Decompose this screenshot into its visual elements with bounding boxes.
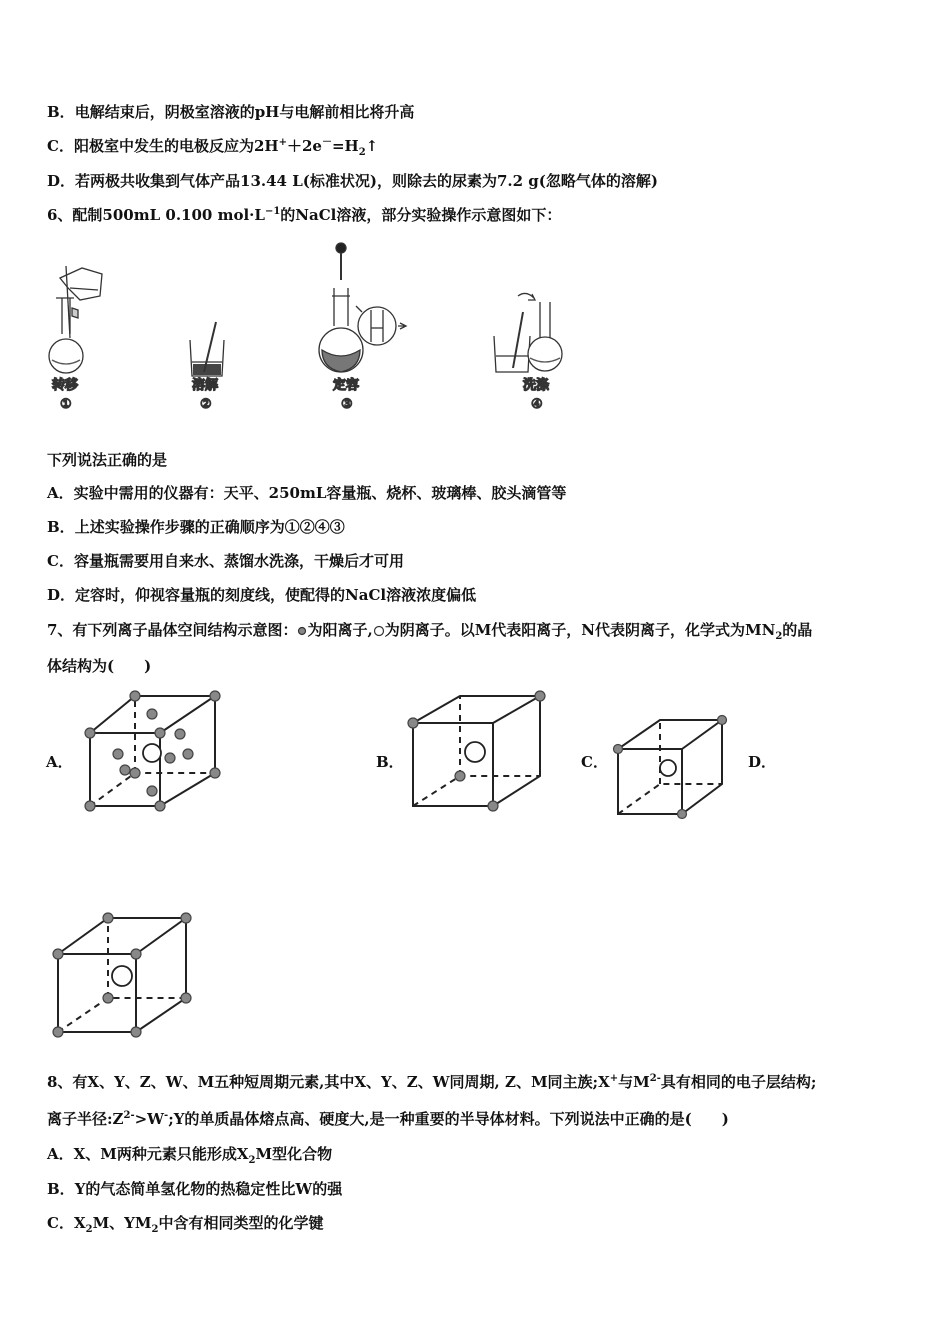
stem-text: 具有相同的电子层结构; (660, 1073, 817, 1091)
option-label: B． (47, 518, 75, 536)
stem-text: 7、有下列离子晶体空间结构示意图： (47, 621, 298, 639)
stem-text: 8、有X、Y、Z、W、M五种短周期元素,其中X、Y、Z、W同周期, Z、M同主族;X (47, 1073, 610, 1091)
option-label: A． (47, 1145, 74, 1163)
option-label: D． (47, 586, 76, 604)
stem-text: ;Y的单质晶体熔点高、硬度大,是一种重要的半导体材料。下列说法中正确的是( ) (168, 1110, 729, 1128)
option-label: B． (47, 103, 75, 121)
transfer-apparatus (49, 266, 102, 373)
option-label: B． (47, 1180, 75, 1198)
option-text: 中含有相同类型的化学键 (158, 1214, 324, 1232)
q7-option-c-label: C． (581, 753, 608, 771)
stem-text: 的NaCl溶液，部分实验操作示意图如下： (280, 206, 562, 224)
subscript: 2 (151, 1224, 159, 1235)
q5-option-b (47, 102, 414, 122)
q8-option-a (47, 1144, 332, 1164)
superscript: － (321, 137, 332, 148)
q8-option-c (47, 1213, 323, 1233)
stem-text: 6、配制500mL 0.100 mol·L (47, 206, 265, 224)
stem-text: 与M (618, 1073, 650, 1091)
q6-stem (47, 205, 561, 225)
stem-text: 的晶 (782, 621, 813, 639)
fixed-volume-apparatus (319, 243, 406, 372)
q7-option-a-label: A． (46, 753, 73, 771)
option-text: ＋2e (286, 137, 322, 155)
option-label: C． (47, 137, 74, 155)
q5-option-d (47, 171, 658, 191)
step-number: ① (60, 397, 72, 412)
dissolve-apparatus (190, 322, 224, 376)
stem-text: 为阴离子。以M代表阳离子，N代表阴离子，化学式为MN (384, 621, 776, 639)
cation-symbol (297, 626, 307, 636)
option-label: C． (47, 1214, 74, 1232)
subscript: 2 (248, 1155, 256, 1166)
q7-option-d-label: D． (748, 753, 777, 771)
option-text: 阳极室中发生的电极反应为2H (73, 137, 279, 155)
superscript: −1 (264, 206, 281, 217)
superscript: 2- (649, 1073, 661, 1084)
option-text: X (73, 1214, 86, 1232)
option-text: 定容时，仰视容量瓶的刻度线，使配得的NaCl溶液浓度偏低 (75, 586, 477, 604)
subscript: 2 (358, 147, 366, 158)
option-text: 电解结束后，阴极室溶液的pH与电解前相比将升高 (74, 103, 415, 121)
option-text: 上述实验操作步骤的正确顺序为①②④③ (74, 518, 345, 536)
q7-option-b-label: B． (376, 753, 404, 771)
option-text: M、YM (92, 1214, 152, 1232)
q7-stem-line2: 体结构为( ) (47, 657, 152, 675)
crystal-structure-b (405, 688, 550, 813)
q8-stem-line1 (47, 1072, 816, 1092)
step-name: 定容 (333, 378, 360, 393)
superscript: 2- (123, 1110, 135, 1121)
crystal-structure-a (80, 688, 230, 813)
q6-option-b (47, 517, 345, 537)
q8-option-b (47, 1179, 342, 1199)
subscript: 2 (775, 631, 783, 642)
option-text: 实验中需用的仪器有：天平、250mL容量瓶、烧杯、玻璃棒、胶头滴管等 (73, 484, 567, 502)
q6-option-a (47, 483, 566, 503)
q6-option-d (47, 585, 476, 605)
q6-option-c (47, 551, 404, 571)
option-text: M型化合物 (255, 1145, 333, 1163)
option-text: Y的气态简单氢化物的热稳定性比W的强 (74, 1180, 343, 1198)
stem-text: 为阳离子, (307, 621, 373, 639)
stem-text: 离子半径:Z (47, 1110, 124, 1128)
superscript: - (164, 1110, 169, 1121)
option-label: D． (47, 172, 76, 190)
step-number: ④ (531, 397, 543, 412)
option-text: ↑ (365, 137, 379, 155)
q5-option-c (47, 136, 378, 156)
wash-apparatus (494, 293, 562, 372)
crystal-structure-d (48, 910, 198, 1040)
option-text: =H (331, 137, 359, 155)
subscript: 2 (85, 1224, 93, 1235)
step-name: 洗涤 (523, 378, 550, 393)
superscript: + (278, 137, 287, 148)
q6-lab-figure (40, 238, 600, 418)
step-number: ③ (341, 397, 353, 412)
option-text: 若两极共收集到气体产品13.44 L(标准状况)，则除去的尿素为7.2 g(忽略气体的溶解) (75, 172, 658, 190)
q6-prompt: 下列说法正确的是 (47, 451, 168, 469)
option-text: X、M两种元素只能形成X (73, 1145, 249, 1163)
option-label: C． (47, 552, 74, 570)
crystal-structure-c (610, 712, 730, 822)
step-number: ② (200, 397, 212, 412)
anion-symbol (373, 625, 385, 637)
step-name: 溶解 (192, 378, 219, 393)
stem-text: >W (134, 1110, 165, 1128)
option-label: A． (47, 484, 74, 502)
superscript: + (609, 1073, 619, 1084)
option-text: 容量瓶需要用自来水、蒸馏水洗涤，干燥后才可用 (73, 552, 404, 570)
q8-stem-line2 (47, 1109, 729, 1129)
step-name: 转移 (52, 378, 79, 393)
q7-stem-line1 (47, 620, 812, 640)
